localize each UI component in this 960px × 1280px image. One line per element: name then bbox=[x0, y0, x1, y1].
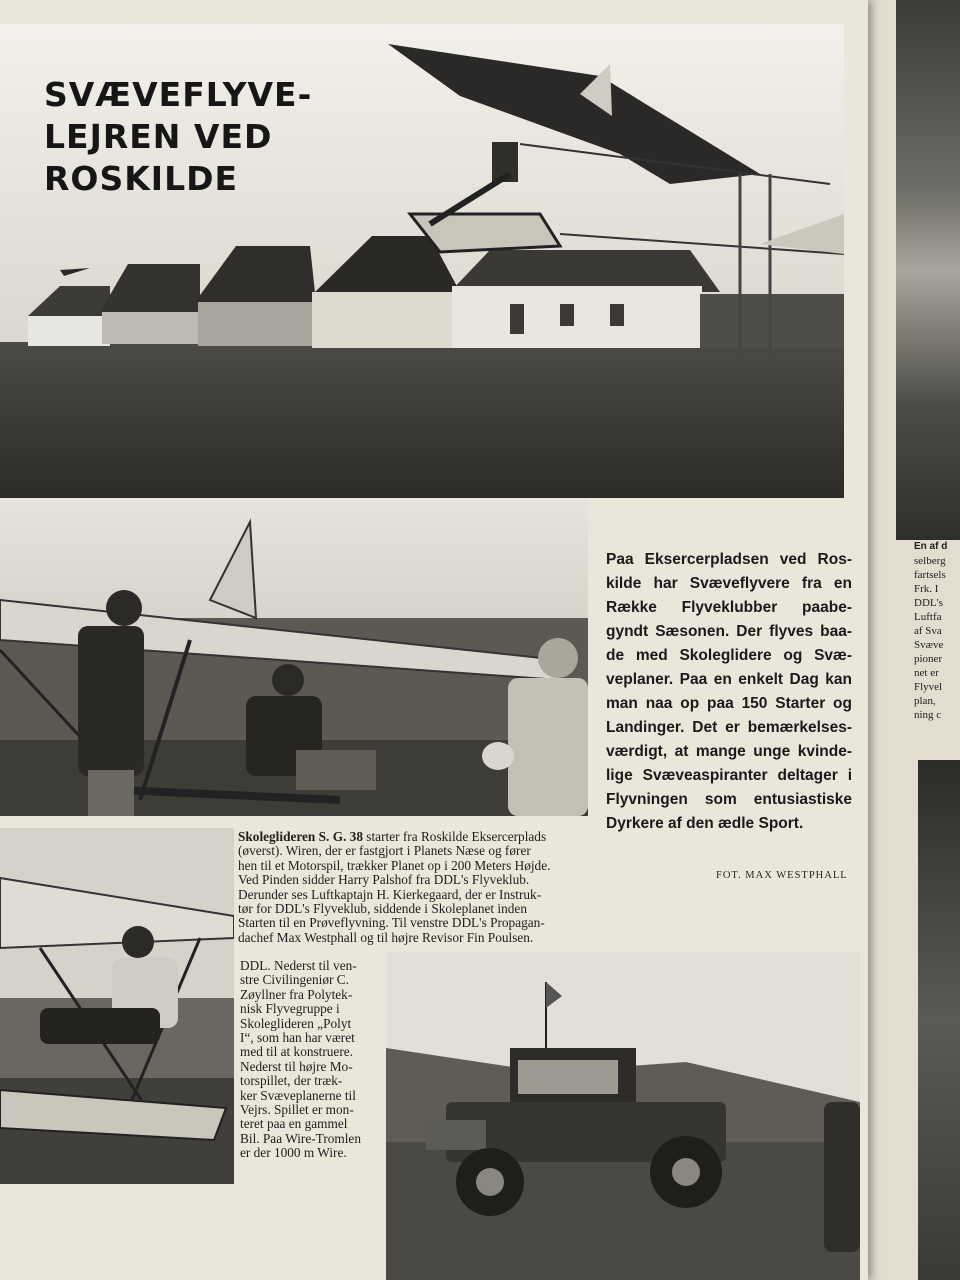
article-body-line: Række Flyveklubber paabe- bbox=[606, 599, 852, 616]
article-body-line: lige Svæveaspiranter deltager i bbox=[606, 767, 852, 784]
caption-line: Ved Pinden sidder Harry Palshof fra DDL's Flyveklub. bbox=[238, 872, 530, 888]
next-page-caption-line: ning c bbox=[914, 709, 942, 721]
caption-line: Starten til en Prøveflyvning. Til venstre DDL's Propagan- bbox=[238, 915, 545, 931]
caption-line: Nederst til højre Mo- bbox=[240, 1058, 353, 1074]
caption-line: hen til et Motorspil, trækker Planet op i 200 Meters Højde. bbox=[238, 857, 551, 873]
photo-winch-car bbox=[386, 952, 860, 1280]
article-body-line: gyndt Sæsonen. Der flyves baa- bbox=[606, 623, 852, 640]
caption-line: torspillet, der træk- bbox=[240, 1073, 343, 1089]
photo-caption bbox=[238, 830, 588, 945]
next-page-caption-line: Svæve bbox=[914, 639, 944, 651]
caption-line: er der 1000 m Wire. bbox=[240, 1145, 347, 1161]
article-title bbox=[44, 74, 344, 200]
caption-line: dachef Max Westphall og til højre Revisor Fin Poulsen. bbox=[238, 929, 534, 945]
article-body-line: Dyrkere af den ædle Sport. bbox=[606, 815, 804, 832]
article-body bbox=[606, 548, 852, 836]
caption-line: (øverst). Wiren, der er fastgjort i Planets Næse og fører bbox=[238, 843, 531, 859]
caption-lead: Skoleglideren S. G. 38 bbox=[238, 829, 363, 844]
caption-line: ker Svæveplanerne til bbox=[240, 1087, 356, 1103]
article-body-line: værdigt, at mange unge kvinde- bbox=[606, 743, 852, 760]
next-page-caption bbox=[914, 540, 960, 722]
next-page-photo-top bbox=[896, 0, 960, 540]
caption-line: DDL. Nederst til ven- bbox=[240, 958, 357, 973]
caption-line: nisk Flyvegruppe i bbox=[240, 1001, 340, 1017]
caption-line: stre Civilingeniør C. bbox=[240, 972, 349, 988]
next-page-caption-line: pioner bbox=[914, 653, 943, 665]
title-line: LEJREN VED bbox=[44, 117, 273, 156]
next-page-caption-line: selberg bbox=[914, 555, 946, 567]
article-body-line: man naa op paa 150 Starter og bbox=[606, 695, 852, 712]
next-page-caption-line: fartsels bbox=[914, 569, 946, 581]
caption-line: I“, som han har været bbox=[240, 1030, 355, 1046]
photo-glider-pilot bbox=[0, 828, 234, 1184]
caption-line: med til at konstruere. bbox=[240, 1044, 353, 1060]
article-body-line: veplaner. Paa en enkelt Dag kan bbox=[606, 671, 852, 688]
next-page-caption-line: En af d bbox=[914, 541, 948, 552]
next-page-caption-line: plan, bbox=[914, 695, 936, 707]
photo-credit: FOT. MAX WESTPHALL bbox=[716, 870, 848, 881]
photo-three-men-glider bbox=[0, 500, 588, 816]
article-body-line: Paa Eksercerpladsen ved Ros- bbox=[606, 551, 852, 568]
title-line: ROSKILDE bbox=[44, 159, 239, 198]
next-page-caption-line: Flyvel bbox=[914, 681, 943, 693]
caption-line: Skoleglideren „Polyt bbox=[240, 1015, 352, 1031]
next-page-caption-line: Frk. I bbox=[914, 583, 939, 595]
caption-line: Vejrs. Spillet er mon- bbox=[240, 1102, 354, 1118]
next-page-caption-line: af Sva bbox=[914, 625, 942, 637]
article-body-line: Landinger. Det er bemærkelses- bbox=[606, 719, 852, 736]
caption-line: teret paa en gammel bbox=[240, 1116, 348, 1132]
next-page-caption-line: Luftfa bbox=[914, 611, 942, 623]
caption-line: Skoleglideren S. G. 38 starter fra Roskilde Eksercerplads bbox=[238, 829, 547, 844]
title-line: SVÆVEFLYVE- bbox=[44, 75, 313, 114]
photo-caption-narrow bbox=[240, 959, 385, 1161]
article-body-line: kilde har Svæveflyvere fra en bbox=[606, 575, 852, 592]
article-body-line: Flyvningen som entusiastiske bbox=[606, 791, 852, 808]
caption-line: Derunder ses Luftkaptajn H. Kierkegaard, der er Instruk- bbox=[238, 886, 542, 902]
next-page-caption-line: net er bbox=[914, 667, 939, 679]
caption-line: tør for DDL's Flyveklub, siddende i Skoleplanet inden bbox=[238, 901, 527, 917]
article-body-line: de med Skoleglidere og Svæ- bbox=[606, 647, 852, 664]
next-page-caption-line: DDL's bbox=[914, 597, 943, 609]
next-page-photo-bottom bbox=[918, 760, 960, 1280]
caption-line: Bil. Paa Wire-Tromlen bbox=[240, 1130, 361, 1146]
caption-line: Zøyllner fra Polytek- bbox=[240, 986, 353, 1002]
